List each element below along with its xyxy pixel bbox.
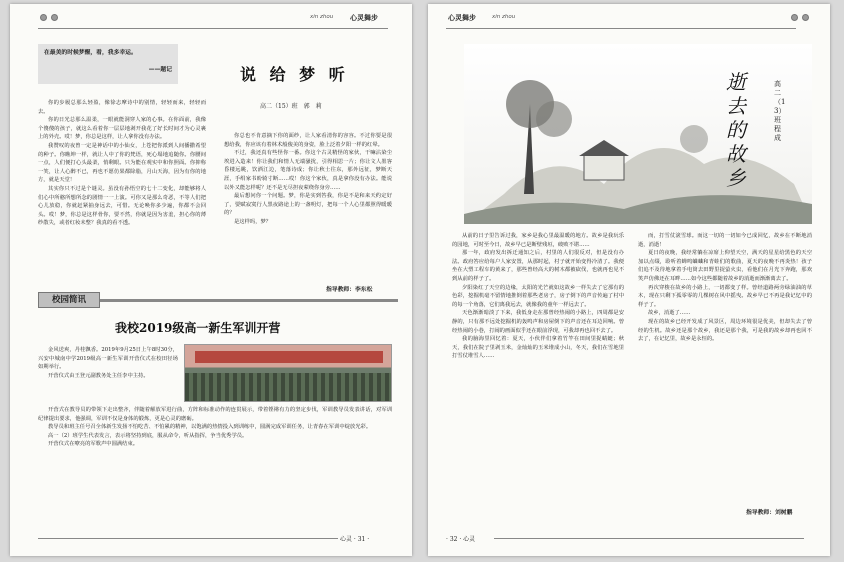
paragraph: 再次穿梭在故乡的小路上，一切都变了样。曾经道路两旁绿油油的草木，现在只剩下孤零零的几棵树在风中摇曳。故乡早已不再是我记忆中的样子了。 [638,284,812,308]
paragraph: 金风送爽，丹桂飘香。2019年9月25日上午8时30分，兴安中城南中学2019级高一新生军训开营仪式在校田径场如期举行。 [38,347,178,371]
paragraph: 从前的日子里告诉过我，家乡是我心里最温暖的地方。故乡是我玩乐的园地，可时至今日，故乡早已是断壁残垣，破败不堪…… [452,233,624,248]
footer-rule [494,538,804,539]
magazine-name: 心灵舞步 [448,13,476,22]
paragraph: 其实你只不过是个谜灵。虽没有孙悟空的七十二变化，却能够将人们心中所憨所想所念的剧情一一上演。可你又是那么奇恶，不等人们把心儿放稳，你就赶紧抽身远去，可惜。无论唤你多少遍，你都不会回头。哎！梦，你总是这样骨你，要不然，你就是因为害羞，担心你的薄纱散失，或者红妆未整？我真的看不透。 [38,185,206,227]
left-page [10,4,412,556]
header-rule [38,28,388,29]
ink-landscape-painting [464,44,812,224]
article-author: 高二（15）班 郭 莉 [260,103,322,110]
page-number: · 32 · 心灵 [446,536,476,543]
footer-rule [38,538,338,539]
page-number: 心灵 · 31 · [340,536,370,543]
circle-ornament-icon [51,14,58,21]
epigraph-text: 在最美的时候梦醒，看，我多幸运。 [44,50,137,56]
paragraph: 高一（2）班学生代表发言，表示将坚持到底，服从命令，听从指挥，争当优秀学员。 [48,432,248,439]
paragraph: 你总也不肯意摘下你的面纱，让人家看清你的容容。不过你要是很想给我，你应该有着林术般俊美的身姿，脸上泛着夕阳一样的红晕。 [224,133,392,148]
epigraph-source: ——题记 [148,67,172,73]
bush-shape [680,125,708,153]
essay-col-2 [638,232,812,502]
paragraph: 那一年，政府发出拆迁通知之后，村里的人们很反对，但是没有办法。政府答应给每户人家安置，从那时起，村子就开始变得冷清了。我便坐在大塑工程车的黄来了，那些曾经高大的树木都被砍伐，也就再也见不到从前的样子了。 [452,250,624,282]
teacher-credit: 指导教师：刘树鹏 [746,510,793,516]
house-shape [584,154,624,180]
paragraph: 天色渐渐暗淡了下来，我低身走在那曾经热闹的小路上，四周都是安静的，只有那不远处挖掘机的轰鸣声和房屋倒下的声音还在耳边回响。曾经热闹的小巷，打闹的画面似乎还在眼前浮现，可我却再也回不去了。 [452,310,624,334]
paragraph: 而，打雪仗滚雪球。而这一切的一切如今已成回忆，故乡在不断地消逝，消逝！ [638,233,812,248]
essay-col-1 [452,232,624,532]
banner-graphic [195,351,383,363]
military-training-photo [184,344,392,402]
header-pinyin: xin zhou [310,14,334,20]
paragraph: 开营式在教导员的带领下走出整齐，伴随着解放军进行曲，方阵和标准动作的连贯展示，带着铿锵有力的坚定步伐，军训教导员发表讲话，对军训纪律提出要求，他强调，军训不仅是身体的锻炼，更是心灵的磨砺。 [38,407,392,422]
right-page [428,4,830,556]
header-pinyin: xin zhou [492,14,516,20]
epigraph-box [38,44,178,84]
article-title: 说 给 梦 听 [240,65,349,84]
tree-canopy-shape [536,101,572,137]
paragraph: 我的脑海里回忆着：夏天，小伙伴们拿着竹竿在田间里捉蜻蜓；秋天，我们在院子里剥玉米，金灿灿的玉米堆成小山，冬天，我们在雪地里打雪仗堆雪人…… [452,336,624,360]
news-title: 我校2019级高一新生军训开营 [115,321,281,335]
paragraph: 开营仪式在嘹亮的军歌声中圆满结束。 [48,441,139,448]
paragraph: 不过，我还真有些怪你一番。你这个古灵精怪的家伙，干嘛沾染尘埃进入造来！你让我们和情人无端骚扰，引得相思一片；你让文人墨客昏楼远眺，饮酒江边，笔落诗成；你让秋士往东，那外远征，梦断天涯，手绢家书盼骑寸断……哎！你这个家伙，真是拿你没有办法。能说以外又能怎样呢？还不是无尽担夜萦绕你身旁…… [224,150,392,191]
paragraph: 开营仪式由王登元副教务处主任李中主持。 [48,372,149,379]
paragraph: 最后想问你一个问题。梦，你是实到答我，你是不是和来天约定好了，要赋寂寞行人黑夜路途上的一盏明灯，把每一个人心里都照得暖暖的？ [224,193,392,217]
teacher-credit: 指导教师：李东松 [326,287,373,293]
crowd-graphic [185,373,392,401]
article-col-1 [38,99,206,279]
paragraph: 夕阳染红了天空的边缘，太阳的光芒就如这故乡一样失去了它那有的色彩，挖掘机毫不留情地推倒着那些老房子，房子倒下的声音传遍了村中的每一个角落，它们离我远去，就像我的童年一样远去了。 [452,284,624,308]
paragraph: 故乡，消逝了…… [648,310,691,317]
news-col-1 [38,346,178,401]
essay-title-calligraphy: 逝去的故乡 [726,70,746,190]
essay-author: 高二（13）班 程 成 [774,80,786,142]
paragraph: 你的日光总那么温柔，一眼就能洞穿人家的心事。在你面前，我像个傻傻的孩子，就这么看着你一层层地剥开我花了好长时间才为心灵裹上的外壳。哎！梦，你总是这样，让人拿你没有办法。 [38,117,206,141]
paragraph: 夏日的夜晚，我经常躺在凉席上仰望天空，满天的星星给黑色的天空加以点缀，聆听着蝉鸣蛐蛐和青蛙们的歌曲，夏天的夜晚不再炎热！孩子们追不及待地拿着手电筒去田野里捉萤火虫，看他们在月光下奔跑，那欢笑声仿佛还在耳畔……如今这些都随着故乡的消逝而渐渐离去了。 [638,250,812,282]
roof-shape [579,140,629,156]
circle-ornament-icon [802,14,809,21]
article-col-2 [224,132,392,280]
paragraph: 是这样吗，梦？ [234,218,272,225]
section-label: 校园简讯 [38,292,100,308]
section-banner [10,292,412,310]
news-body [38,406,392,534]
circle-ornament-icon [791,14,798,21]
paragraph: 我赞叹的夜曾一定是神话中的小仙女，上苍把你派到人间播撒希望的种子。你瞧坤一样，就让人中了你的梵语，死心塌地追随你。你腰间一点，人们便打心头最柔，悄剩眼。只为能在观实中和你照面。你抑称一笑，让人心醉不已，再也不愿仿果都除脂，月山天海，因为有你的地方，就是天堂！ [38,142,206,184]
paragraph: 教导员和班主任号召全体新生发扬不怕吃苦、不怕累的精神，以饱满的热情投入到训练中，圆满完成军训任务，让青春在军训中绽放光彩。 [48,424,372,431]
circle-ornament-icon [40,14,47,21]
header-rule [446,28,796,29]
paragraph: 你的步履总那么轻盈，像徐志摩诗中的别情，轻轻而来，轻轻而去。 [38,100,206,115]
magazine-name: 心灵舞步 [350,13,378,22]
paragraph: 现在的故乡已经开发成了风景区，周边环境很是优美，但却失去了曾经的生机。故乡还是那个故乡，我还是那个我，可是我的故乡却再也回不去了，在记忆里，故乡是永恒的。 [638,318,812,343]
